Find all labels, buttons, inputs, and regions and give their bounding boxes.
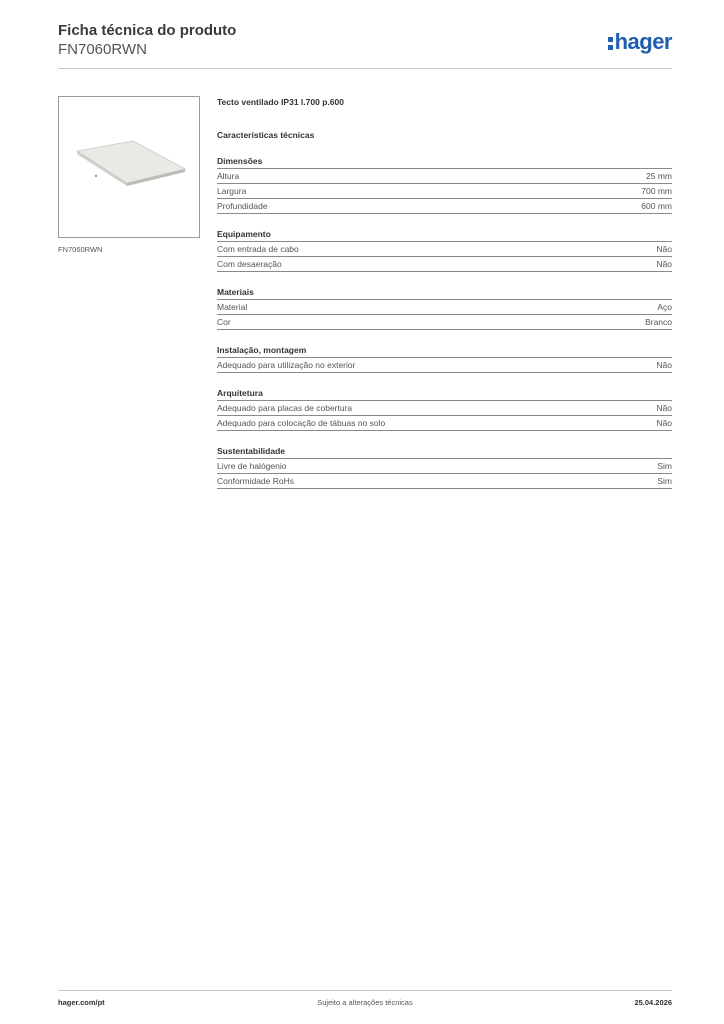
spec-group-title: Sustentabilidade [217,445,672,459]
spec-group-title: Arquitetura [217,387,672,401]
spec-value: Sim [657,476,672,486]
spec-label: Cor [217,317,231,327]
spec-group-title: Dimensões [217,155,672,169]
spec-group-equipment [217,228,672,272]
product-code: FN7060RWN [58,41,147,58]
spec-row [217,315,672,330]
footer-website-link[interactable]: hager.com/pt [58,998,105,1007]
spec-value: 600 mm [641,201,672,211]
specs-heading: Características técnicas [217,130,315,140]
spec-value: Aço [657,302,672,312]
document-title: Ficha técnica do produto [58,22,237,39]
spec-row [217,358,672,373]
spec-label: Adequado para utilização no exterior [217,360,356,370]
spec-row [217,459,672,474]
spec-label: Largura [217,186,247,196]
footer-note: Sujeito a alterações técnicas [317,998,413,1007]
spec-label: Profundidade [217,201,268,211]
spec-group-title: Equipamento [217,228,672,242]
spec-row [217,401,672,416]
spec-value: Não [656,259,672,269]
spec-group-architecture [217,387,672,431]
spec-label: Adequado para placas de cobertura [217,403,353,413]
spec-row [217,257,672,272]
spec-group-installation [217,344,672,373]
spec-row [217,300,672,315]
roof-panel-image-icon [59,97,199,237]
product-name: Tecto ventilado IP31 l.700 p.600 [217,97,344,107]
page-header [58,20,672,68]
spec-value: 700 mm [641,186,672,196]
spec-label: Com desaeração [217,259,282,269]
spec-group-sustainability [217,445,672,489]
spec-value: Branco [645,317,672,327]
image-caption: FN7060RWN [58,245,103,254]
spec-group-title: Materiais [217,286,672,300]
spec-value: Não [656,403,672,413]
header-divider [58,68,672,69]
spec-group-dimensions [217,155,672,214]
spec-label: Altura [217,171,240,181]
spec-value: 25 mm [646,171,672,181]
specifications-panel [217,96,672,489]
spec-value: Não [656,418,672,428]
spec-value: Não [656,244,672,254]
spec-label: Adequado para colocação de tábuas no solo [217,418,386,428]
spec-value: Não [656,360,672,370]
logo-text: hager [614,29,672,54]
footer-date: 25.04.2026 [634,998,672,1007]
spec-group-materials [217,286,672,330]
spec-row [217,242,672,257]
spec-label: Conformidade RoHs [217,476,295,486]
page-footer [58,998,672,1010]
spec-row [217,416,672,431]
spec-value: Sim [657,461,672,471]
footer-divider [58,990,672,991]
spec-row [217,184,672,199]
logo-colon-icon [608,34,614,50]
spec-row [217,474,672,489]
spec-label: Com entrada de cabo [217,244,299,254]
spec-group-title: Instalação, montagem [217,344,672,358]
spec-row [217,169,672,184]
spec-row [217,199,672,214]
hager-logo [608,29,672,55]
spec-label: Material [217,302,248,312]
product-image [58,96,200,238]
spec-label: Livre de halógenio [217,461,287,471]
